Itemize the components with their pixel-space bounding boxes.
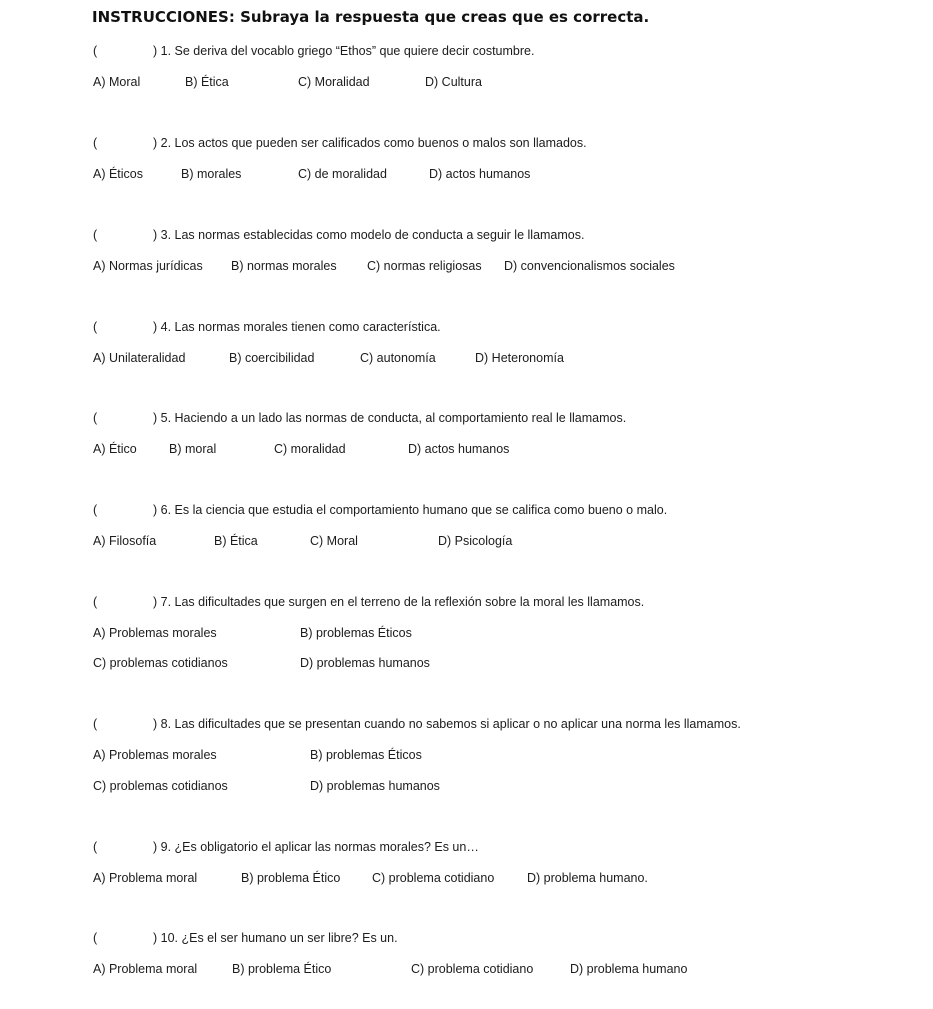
option-c[interactable]: C) problema cotidiano [411,962,534,976]
option-d[interactable]: D) actos humanos [408,442,510,456]
question-text: ) 5. Haciendo a un lado las normas de conducta, al comportamiento real le llamamos. [153,411,627,425]
option-d[interactable]: D) problema humano [570,962,688,976]
option-d[interactable]: D) Cultura [425,75,482,89]
question-text: ) 4. Las normas morales tienen como característica. [153,320,441,334]
option-a[interactable]: A) Moral [93,75,141,89]
option-c[interactable]: C) problemas cotidianos [93,656,228,670]
question-text: ) 7. Las dificultades que surgen en el terreno de la reflexión sobre la moral les llamamos. [153,595,645,609]
option-d[interactable]: D) Psicología [438,534,513,548]
question-text: ) 1. Se deriva del vocablo griego “Ethos” que quiere decir costumbre. [153,44,535,58]
question-5 [93,411,626,425]
option-b[interactable]: B) Ética [214,534,258,548]
option-d[interactable]: D) actos humanos [429,167,531,181]
answer-blank[interactable]: ( [93,44,98,58]
option-b[interactable]: B) morales [181,167,242,181]
option-b[interactable]: B) problema Ético [241,871,341,885]
option-c[interactable]: C) autonomía [360,351,436,365]
option-a[interactable]: A) Filosofía [93,534,157,548]
option-b[interactable]: B) moral [169,442,217,456]
option-b[interactable]: B) normas morales [231,259,337,273]
answer-blank[interactable]: ( [93,595,98,609]
answer-blank[interactable]: ( [93,136,98,150]
option-d[interactable]: D) convencionalismos sociales [504,259,675,273]
option-b[interactable]: B) problemas Éticos [310,748,422,762]
instructions-title: INSTRUCCIONES: Subraya la respuesta que creas que es correcta. [92,8,650,26]
option-c[interactable]: C) de moralidad [298,167,387,181]
question-9 [93,840,479,854]
option-b[interactable]: B) Ética [185,75,229,89]
question-text: ) 3. Las normas establecidas como modelo de conducta a seguir le llamamos. [153,228,585,242]
answer-blank[interactable]: ( [93,931,98,945]
option-d[interactable]: D) problemas humanos [310,779,440,793]
option-c[interactable]: C) problema cotidiano [372,871,495,885]
question-text: ) 10. ¿Es el ser humano un ser libre? Es un. [153,931,398,945]
question-4 [93,320,441,334]
option-a[interactable]: A) Problemas morales [93,748,217,762]
option-a[interactable]: A) Éticos [93,167,144,181]
option-b[interactable]: B) coercibilidad [229,351,315,365]
option-d[interactable]: D) Heteronomía [475,351,564,365]
option-c[interactable]: C) Moral [310,534,358,548]
option-a[interactable]: A) Normas jurídicas [93,259,203,273]
question-8 [93,717,741,731]
option-b[interactable]: B) problemas Éticos [300,626,412,640]
option-c[interactable]: C) normas religiosas [367,259,482,273]
answer-blank[interactable]: ( [93,503,98,517]
option-a[interactable]: A) Unilateralidad [93,351,186,365]
question-text: ) 8. Las dificultades que se presentan cuando no sabemos si aplicar o no aplicar una norma les llamamos. [153,717,741,731]
question-text: ) 6. Es la ciencia que estudia el comportamiento humano que se califica como bueno o malo. [153,503,668,517]
answer-blank[interactable]: ( [93,717,98,731]
question-1 [93,44,534,58]
option-a[interactable]: A) Problema moral [93,871,198,885]
option-a[interactable]: A) Problemas morales [93,626,217,640]
question-3 [93,228,584,242]
question-text: ) 9. ¿Es obligatorio el aplicar las normas morales? Es un… [153,840,479,854]
question-10 [93,931,398,945]
question-text: ) 2. Los actos que pueden ser calificados como buenos o malos son llamados. [153,136,587,150]
question-2 [93,136,587,150]
option-b[interactable]: B) problema Ético [232,962,332,976]
answer-blank[interactable]: ( [93,411,98,425]
answer-blank[interactable]: ( [93,840,98,854]
option-a[interactable]: A) Ético [93,442,137,456]
option-c[interactable]: C) problemas cotidianos [93,779,228,793]
answer-blank[interactable]: ( [93,320,98,334]
option-d[interactable]: D) problema humano. [527,871,648,885]
option-d[interactable]: D) problemas humanos [300,656,430,670]
option-c[interactable]: C) Moralidad [298,75,370,89]
answer-blank[interactable]: ( [93,228,98,242]
option-a[interactable]: A) Problema moral [93,962,198,976]
question-6 [93,503,667,517]
question-7 [93,595,644,609]
option-c[interactable]: C) moralidad [274,442,346,456]
